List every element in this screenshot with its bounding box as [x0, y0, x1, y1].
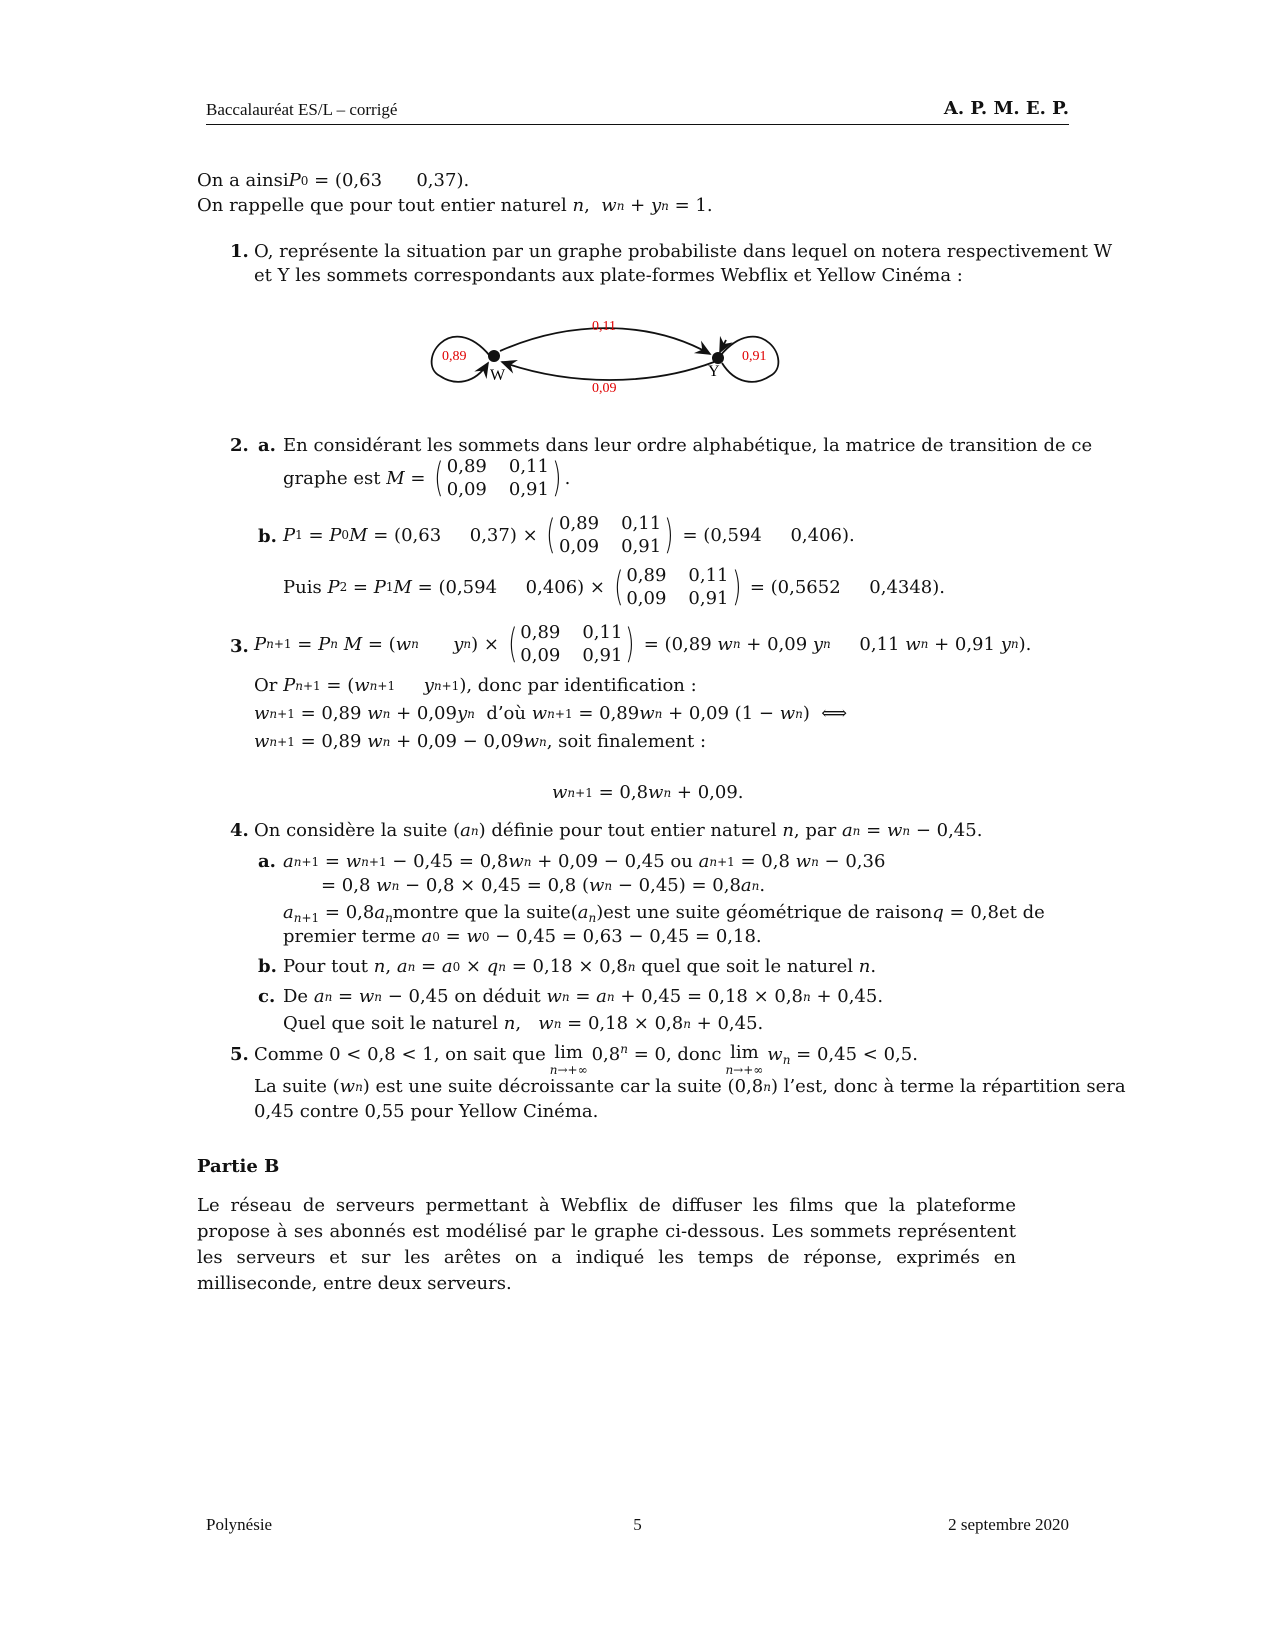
edge-y-to-w	[502, 362, 714, 380]
probabilistic-graph	[430, 318, 780, 398]
q2a-label: a.	[258, 435, 276, 456]
q4a-line1: a n+1 = w n+1 − 0,45 = 0,8 w n + 0,09 − 0,45 ou a n+1 = 0,8 w n − 0,36	[283, 851, 886, 872]
q3-line1: P n+1 = P n M = ( w n y n ) × ( 0,89 0,11 0,09 0,91 ) = (0,89 w n + 0,09 y n 0,11 w n + 0,91 y n ).	[254, 621, 1032, 667]
q4b-line: Pour tout n , a n = a 0 × q n = 0,18 × 0,8 n quel que soit le naturel n .	[283, 956, 877, 977]
q5-line2: La suite ( w n ) est une suite décroissante car la suite (0,8 n ) l’est, donc à terme la répartition sera	[254, 1076, 1126, 1097]
q4a-label: a.	[258, 851, 276, 872]
p0-y: 0,37	[416, 170, 457, 191]
identif-text: , donc par identification :	[466, 675, 697, 696]
partB-paragraph: Le réseau de serveurs permettant à Webflix de diffuser les films que la plateforme propose à ses abonnés est modélisé par le graphe ci-dessous. Les sommets représentent les serveurs et sur les arêtes on a indiqué les temps de réponse, exprimés en milliseconde, entre deux serveurs.	[197, 1195, 1016, 1294]
q2b-label: b.	[258, 526, 277, 547]
c-text2: on déduit	[454, 986, 541, 1007]
q4-number: 4.	[230, 820, 249, 841]
header-left: Baccalauréat ES/L – corrigé	[206, 100, 398, 119]
q2a-matrix-line: graphe est M = ( 0,89 0,11 0,09 0,91 ) .	[283, 455, 571, 501]
footer-date: 2 septembre 2020	[948, 1515, 1069, 1534]
q1-number: 1.	[230, 241, 249, 262]
q3-line4: w n+1 = 0,89 w n + 0,09 − 0,09 w n , soit finalement :	[254, 731, 707, 752]
q2-number: 2.	[230, 435, 249, 456]
geo-text2: est une suite géométrique de raison	[603, 902, 933, 923]
q1-text-1: O, représente la situation par un graphe probabiliste dans lequel on notera respectivement W	[254, 241, 1113, 262]
q4-intro: On considère la suite ( a n ) définie pour tout entier naturel n , par a n = w n − 0,45.	[254, 820, 983, 841]
geo-text3: et de	[998, 902, 1045, 923]
b-text2: quel que soit le naturel	[641, 956, 854, 977]
q2a-text2: graphe est	[283, 467, 381, 489]
m-cell: 0,89	[446, 456, 487, 477]
ou-text: ou	[670, 851, 693, 872]
p0-y-copy: 0,37	[469, 524, 510, 546]
loop-label-w: 0,89	[442, 349, 467, 364]
q5-text1: Comme 0 < 0,8 < 1, on sait que	[254, 1044, 546, 1065]
p2-w: 0,5652	[777, 576, 841, 598]
q4c-label: c.	[258, 986, 276, 1007]
q5-donc: , donc	[665, 1044, 722, 1065]
q3-line2: Or P n+1 = ( w n+1 y n+1 ) , donc par identification :	[254, 675, 697, 696]
intro-line-2: On rappelle que pour tout entier naturel n , w n + y n = 1.	[197, 195, 713, 216]
q1-text-2: et Y les sommets correspondants aux plate-formes Webflix et Yellow Cinéma :	[254, 265, 963, 286]
intro-prefix: On a ainsi	[197, 170, 289, 191]
edge-label-top: 0,11	[592, 319, 616, 334]
or-text: Or	[254, 675, 278, 696]
q2b-line: P 1 = P 0 M = ( 0,63 0,37 ) × ( 0,89 0,11 0,09 0,91 ) = ( 0,594 0,406 ).	[283, 512, 855, 558]
m-cell: 0,91	[508, 479, 549, 500]
node-y-label: Y	[708, 363, 720, 380]
q4-intro-text: On considère la suite	[254, 820, 448, 841]
p0-w-copy: 0,63	[401, 524, 442, 546]
header-right: A. P. M. E. P.	[943, 98, 1069, 119]
m-cell: 0,11	[508, 456, 549, 477]
final-coef: 0,8	[619, 782, 649, 803]
limit-1: lim n→+∞	[549, 1042, 588, 1077]
q5-line1: Comme 0 < 0,8 < 1, on sait que lim n→+∞ $0,8^n = 0$ , donc lim n→+∞ $w_n = 0,45 < 0,5$.	[254, 1042, 918, 1077]
p2-y: 0,4348	[869, 576, 933, 598]
q4c-line2: Quel que soit le naturel n , w n = 0,18 × 0,8 n + 0,45.	[283, 1013, 764, 1034]
intro-line-1: On a ainsi P 0 = ( 0,63 0,37 ).	[197, 170, 470, 191]
node-w-label: W	[490, 367, 506, 384]
q4a-line3: $a_{n+1} = 0,8a_n$ montre que la suite $(a_n)$ est une suite géométrique de raison q = 0,8 et de	[283, 902, 1045, 925]
page-header	[206, 96, 1069, 125]
p1-w-copy: 0,594	[445, 576, 498, 598]
q5-text2: La suite	[254, 1076, 327, 1097]
p0-w: 0,63	[341, 170, 383, 191]
q4b-label: b.	[258, 956, 277, 977]
c-text3: Quel que soit le naturel	[283, 1013, 499, 1034]
limit-2: lim n→+∞	[725, 1042, 764, 1077]
q4c-line1: De a n = w n − 0,45 on déduit w n = a n + 0,45 = 0,18 × 0,8 n + 0,45.	[283, 986, 884, 1007]
c-text: De	[283, 986, 309, 1007]
puis-text: Puis	[283, 576, 322, 598]
q5-text4: l’est, donc à terme la répartition sera	[783, 1076, 1126, 1097]
intro-line2-text: On rappelle que pour tout entier naturel	[197, 195, 567, 216]
premier-text: premier terme	[283, 926, 416, 947]
m-cell: 0,09	[446, 479, 487, 500]
footer-left: Polynésie	[206, 1515, 273, 1534]
footer-page-number: 5	[633, 1515, 642, 1534]
edge-label-bottom: 0,09	[592, 381, 617, 396]
q5-text3: est une suite décroissante car la suite	[375, 1076, 722, 1097]
q2b-line2: Puis P 2 = P 1 M = ( 0,594 0,406 ) × ( 0,89 0,11 0,09 0,91 ) = ( 0,5652 0,4348 ).	[283, 564, 945, 610]
q4a-line2: = 0,8 w n − 0,8 × 0,45 = 0,8 ( w n − 0,45) = 0,8 a n .	[321, 875, 766, 896]
b-text: Pour tout	[283, 956, 369, 977]
soit-text: , soit finalement :	[546, 731, 707, 752]
q3-number: 3.	[230, 636, 249, 657]
partB-title: Partie B	[197, 1156, 280, 1177]
q5-number: 5.	[230, 1044, 249, 1065]
q3-final: w n+1 = 0,8 w n + 0,09.	[552, 782, 744, 803]
q4-intro-text2: définie pour tout entier naturel	[491, 820, 777, 841]
p1-y-copy: 0,406	[525, 576, 578, 598]
dou-text: d’où	[486, 703, 526, 724]
node-w	[488, 350, 500, 362]
geo-text1: montre que la suite	[392, 902, 571, 923]
loop-label-y: 0,91	[742, 349, 767, 364]
q4a-line4: premier terme a 0 = w 0 − 0,45 = 0,63 − 0,45 = 0,18.	[283, 926, 762, 947]
p1-w: 0,594	[710, 524, 762, 546]
q2a-text: En considérant les sommets dans leur ordre alphabétique, la matrice de transition de ce	[283, 435, 1093, 456]
q3-line3: w n+1 = 0,89 w n + 0,09 y n d’où w n+1 = 0,89 w n + 0,09 (1 − w n ) ⟺	[254, 703, 848, 724]
p1-y: 0,406	[790, 524, 842, 546]
q5-line3: 0,45 contre 0,55 pour Yellow Cinéma.	[254, 1101, 599, 1122]
matrix-m	[447, 456, 549, 500]
